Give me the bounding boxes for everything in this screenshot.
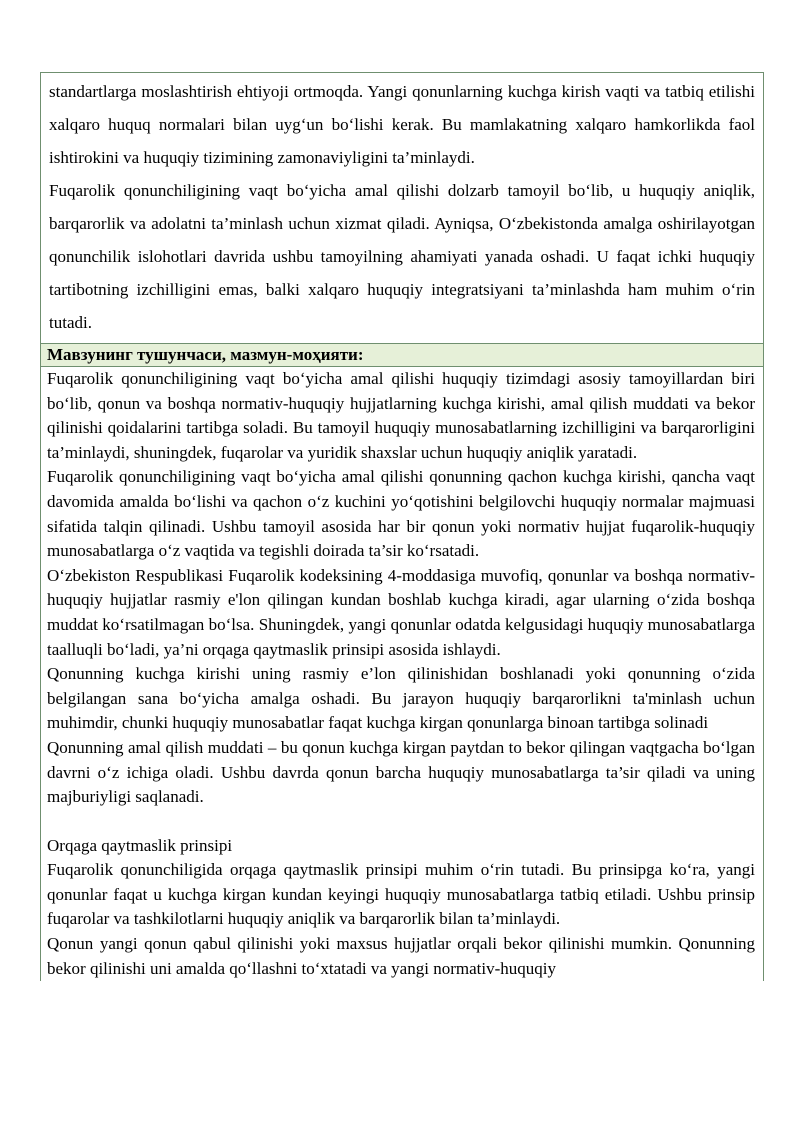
intro-section bbox=[41, 73, 763, 344]
body-paragraph-7: Qonun yangi qonun qabul qilinishi yoki maxsus hujjatlar orqali bekor qilinishi mumkin. Qonunning bekor qilinishi uni amalda qo‘llashni to‘xtatadi va yangi normativ-huquqiy bbox=[47, 934, 755, 978]
document-page bbox=[40, 72, 764, 981]
intro-paragraph-2: Fuqarolik qonunchiligining vaqt bo‘yicha amal qilishi dolzarb tamoyil bo‘lib, u huquqiy aniqlik, barqarorlik va adolatni ta’minlash uchun xizmat qiladi. Ayniqsa, O‘zbekistonda amalga oshirilayotgan qonunchilik islohotlari davrida ushbu tamoyilning ahamiyati yanada oshadi. U faqat ichki huquqiy tartibotning izchilligini emas, balki xalqaro huquqiy integratsiyani ta’minlashda ham muhim o‘rin tutadi. bbox=[49, 181, 755, 332]
body-paragraph-3: O‘zbekiston Respublikasi Fuqarolik kodeksining 4-moddasiga muvofiq, qonunlar va boshqa normativ-huquqiy hujjatlar rasmiy e'lon qilingan kundan boshlab kuchga kiradi, agar ularning o‘zida boshqa muddat ko‘rsatilmagan bo‘lsa. Shuningdek, yangi qonunlar odatda kelgusidagi huquqiy munosabatlarga taalluqli bo‘ladi, ya’ni orqaga qaytmaslik prinsipi asosida ishlaydi. bbox=[47, 565, 755, 659]
subheading: Orqaga qaytmaslik prinsipi bbox=[47, 835, 233, 855]
body-paragraph-5: Qonunning amal qilish muddati – bu qonun kuchga kirgan paytdan to bekor qilingan vaqtgacha bo‘lgan davrni o‘z ichiga oladi. Ushbu davrda qonun barcha huquqiy munosabatlarga ta’sir qiladi va uning majburiyligi saqlanadi. bbox=[47, 737, 755, 807]
body-paragraph-2: Fuqarolik qonunchiligining vaqt bo‘yicha amal qilishi qonunning qachon kuchga kirishi, qancha vaqt davomida amalda bo‘lishi va qachon o‘z kuchini yo‘qotishini belgilovchi huquqiy normalar majmuasi sifatida talqin qilinadi. Ushbu tamoyil asosida har bir qonun yoki normativ hujjat fuqarolik-huquqiy munosabatlarga o‘z vaqtida va tegishli doirada ta’sir ko‘rsatadi. bbox=[47, 467, 755, 561]
concept-section bbox=[41, 367, 763, 981]
content-table bbox=[40, 72, 764, 981]
section-heading: Мавзунинг тушунчаси, мазмун-моҳияти: bbox=[41, 344, 763, 367]
body-paragraph-1: Fuqarolik qonunchiligining vaqt bo‘yicha amal qilishi huquqiy tizimdagi asosiy tamoyillardan biri bo‘lib, qonun va boshqa normativ-huquqiy hujjatlarning kuchga kirishi, amal qilish muddati va bekor qilinishi qoidalarini tartibga soladi. Bu tamoyil huquqiy munosabatlarning izchilligini va barqarorligini ta’minlaydi, shuningdek, fuqarolar va yuridik shaxslar uchun huquqiy aniqlik yaratadi. bbox=[47, 369, 755, 462]
paragraph-spacer bbox=[47, 810, 755, 834]
intro-paragraph-1: standartlarga moslashtirish ehtiyoji ortmoqda. Yangi qonunlarning kuchga kirish vaqti va tatbiq etilishi xalqaro huquq normalari bilan uyg‘un bo‘lishi kerak. Bu mamlakatning xalqaro hamkorlikda faol ishtirokini va huquqiy tizimining zamonaviyligini ta’minlaydi. bbox=[49, 82, 755, 167]
body-paragraph-4: Qonunning kuchga kirishi uning rasmiy e’lon qilinishidan boshlanadi yoki qonunning o‘zida belgilangan sana bo‘yicha amalga oshadi. Bu jarayon huquqiy barqarorlikni ta'minlash uchun muhimdir, chunki huquqiy munosabatlar faqat kuchga kirgan qonunlarga binoan tartibga solinadi bbox=[47, 664, 755, 733]
body-paragraph-6: Fuqarolik qonunchiligida orqaga qaytmaslik prinsipi muhim o‘rin tutadi. Bu prinsipga ko‘ra, yangi qonunlar faqat u kuchga kirgan kundan keyingi huquqiy munosabatlarga tatbiq etiladi. Ushbu prinsip fuqarolar va tashkilotlarni huquqiy aniqlik va barqarorlik bilan ta’minlaydi. bbox=[47, 860, 755, 929]
